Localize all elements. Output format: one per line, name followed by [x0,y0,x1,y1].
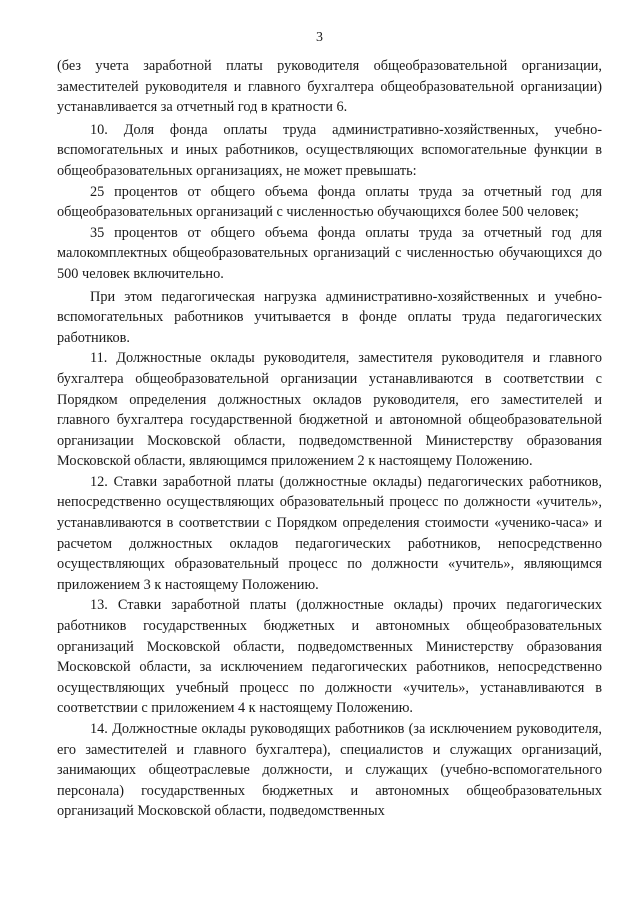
paragraph-continuation: (без учета заработной платы руководителя общеобразовательной организации, заместителей руководителя и главного бухгалтера общеобразовательной организации) устанавливается за отчетный год в кратности 6. [57,58,602,116]
paragraph-12: 12. Ставки заработной платы (должностные оклады) педагогических работников, непосредственно осуществляющих образовательный процесс по должности «учитель», устанавливаются в соответствии с Порядком определения стоимости «ученико-часа» и расчетом должностных окладов педагогических работников, непосредственно осуществляющих образовательный процесс по должности «учитель», являющимся приложением 3 к настоящему Положению. [57,473,602,593]
document-body [57,56,602,822]
paragraph-13: 13. Ставки заработной платы (должностные оклады) прочих педагогических работников государственных бюджетных и автономных общеобразовательных организаций Московской области, подведомственных Министерству образования Московской области, за исключением педагогических работников, непосредственно осуществляющих учебный процесс по должности «учитель», устанавливаются в соответствии с приложением 4 к настоящему Положению. [57,597,602,717]
page-number: 3 [316,30,323,45]
paragraph-10-item-1: 25 процентов от общего объема фонда оплаты труда за отчетный год для общеобразовательных организаций с численностью обучающихся более 500 человек; [57,183,602,221]
paragraph-10-item-2: 35 процентов от общего объема фонда оплаты труда за отчетный год для малокомплектных общеобразовательных организаций с численностью обучающихся до 500 человек включительно. [57,224,602,282]
paragraph-10-note: При этом педагогическая нагрузка административно-хозяйственных и учебно-вспомогательных работников учитывается в фонде оплаты труда педагогических работников. [57,288,602,346]
paragraph-14: 14. Должностные оклады руководящих работников (за исключением руководителя, его заместителей и главного бухгалтера), специалистов и служащих организаций, занимающих общеотраслевые должности, и служащих (учебно-вспомогательного персонала) государственных бюджетных и автономных общеобразовательных организаций Московской области, подведомственных [57,721,602,820]
paragraph-10: 10. Доля фонда оплаты труда административно-хозяйственных, учебно-вспомогательных и иных работников, осуществляющих вспомогательные функции в общеобразовательных организациях, не может превышать: [57,121,602,179]
paragraph-11: 11. Должностные оклады руководителя, заместителя руководителя и главного бухгалтера общеобразовательной организации устанавливаются в соответствии с Порядком определения должностных окладов руководителя, его заместителей и главного бухгалтера государственной бюджетной и автономной общеобразовательной организации Московской области, подведомственной Министерству образования Московской области, являющимся приложением 2 к настоящему Положению. [57,350,602,470]
